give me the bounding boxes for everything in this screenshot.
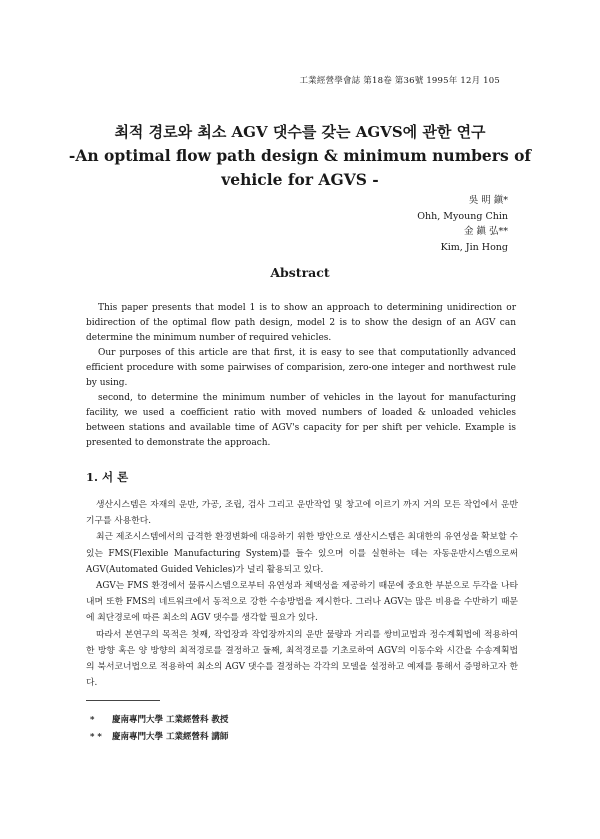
author-block [417, 193, 508, 255]
abstract-paragraph: Our purposes of this article are that first, it is easy to see that computationlly advanced efficient procedure with some pairwises of comparision, zero-one integer and northwest rule by using. [86, 348, 516, 388]
section-heading: 1. 서 론 [86, 470, 129, 484]
footnote-2 [90, 729, 228, 746]
title-korean: 최적 경로와 최소 AGV 댓수를 갖는 AGVS에 관한 연구 [114, 123, 486, 141]
footnotes [90, 712, 228, 746]
abstract-heading: Abstract [270, 265, 330, 280]
author-1-hanja: 吳 明 鎭* [468, 195, 508, 206]
footnote-mark: * * [90, 732, 102, 742]
abstract-paragraph: second, to determine the minimum number of vehicles in the layout for manufacturing facility, we used a coefficient ratio with moved numbers of loaded & unloaded vehicles between stations and available time of AGV's capacity for per shift per vehicle. Example is presented to demonstrate the approach. [86, 393, 516, 448]
footnote-text: 慶南專門大學 工業經營科 講師 [112, 732, 229, 742]
author-2-hanja: 金 鎭 弘** [463, 226, 508, 237]
footnote-text: 慶南專門大學 工業經營科 教授 [112, 715, 229, 725]
title-english-line1: -An optimal flow path design & minimum numbers of [68, 146, 532, 165]
body-paragraph: AGV는 FMS 환경에서 물류시스템으로부터 유연성과 체택성을 제공하기 때문에 중요한 부분으로 두각을 나타내며 또한 FMS의 네트워크에서 동적으로 강한 수송방법을 제시한다. 그러나 AGV는 많은 비용을 수반하기 때문에 최단경로에 따른 최소의 AGV 댓수를 생각할 필요가 있다. [86, 581, 518, 624]
footnote-mark: * [90, 715, 95, 725]
author-2-roman: Kim, Jin Hong [440, 241, 508, 253]
body-text [86, 497, 518, 691]
paper-title [60, 120, 540, 192]
abstract-paragraph: This paper presents that model 1 is to show an approach to determining unidirection or bidirection of the optimal flow path design, model 2 is to show the design of an AGV can determine the minimum number of required vehicles. [86, 303, 516, 343]
author-1-roman: Ohh, Myoung Chin [417, 210, 508, 222]
footnote-divider [86, 700, 160, 701]
journal-header: 工業經營學會誌 第18卷 第36號 1995年 12月 105 [299, 76, 500, 86]
footnote-1 [90, 712, 228, 729]
abstract-text [86, 301, 516, 451]
body-paragraph: 따라서 본연구의 목적은 첫째, 작업장과 작업장까지의 운반 물량과 거리를 쌍비교법과 정수계획법에 적용하여 한 방향 혹은 양 방향의 최적경로를 결정하고 둘째, 최적경로를 기초로하여 AGV의 이동수와 시간을 수송계획법의 북서코너법으로 적용하여 최소의 AGV 댓수를 결정하는 각각의 모델을 설정하고 예제를 통해서 증명하고자 한다. [86, 629, 518, 689]
body-paragraph: 생산시스템은 자재의 운반, 가공, 조립, 검사 그리고 운반작업 및 창고에 이르기 까지 거의 모든 작업에서 운반기구를 사용한다. [86, 500, 518, 527]
body-paragraph: 최근 제조시스템에서의 급격한 환경변화에 대응하기 위한 방안으로 생산시스템은 최대한의 유연성을 확보할 수 있는 FMS(Flexible Manufacturing System)를 들수 있으며 이를 실현하는 데는 자동운반시스템으로써 AGV(Automated Guided Vehicles)가 널리 활용되고 있다. [86, 532, 518, 575]
title-english-line2: vehicle for AGVS - [221, 170, 379, 189]
